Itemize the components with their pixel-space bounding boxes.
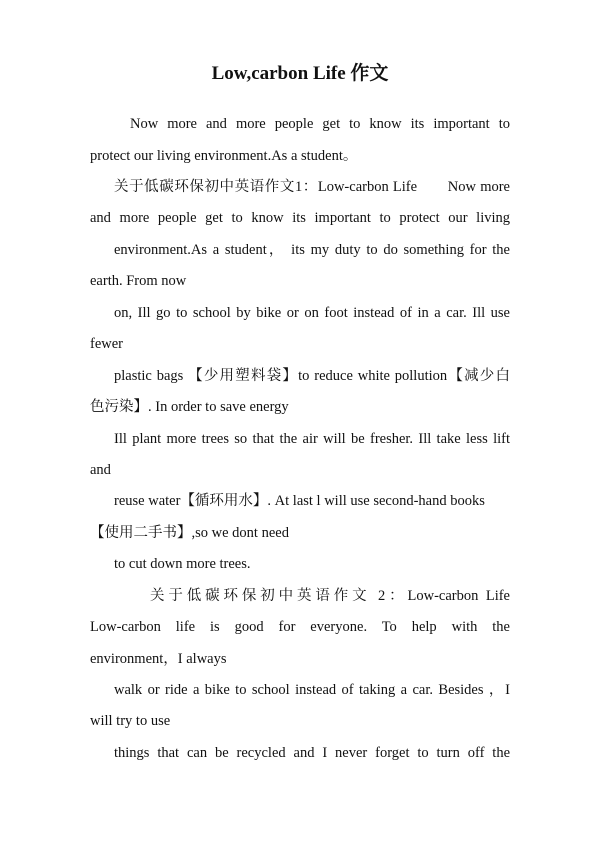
text-line: environment，I always: [90, 651, 227, 667]
text-line: and more people get to know its important to protect our living: [90, 210, 510, 226]
text-line: plastic bags 【少用塑料袋】to reduce white pollution【减少白: [114, 368, 510, 384]
text-line: will try to use: [90, 713, 171, 729]
text-line: things that can be recycled and I never forget to turn off the: [114, 745, 510, 761]
text-line: 关于低碳环保初中英语作文 2：Low-carbon Life: [150, 588, 510, 604]
text-line: 【使用二手书】,so we dont need: [90, 525, 289, 541]
text-line: reuse water【循环用水】. At last l will use second-hand books: [114, 493, 485, 509]
text-line: 色污染】. In order to save energy: [90, 399, 289, 415]
text-line: earth. From now: [90, 273, 187, 289]
document-title: Low,carbon Life 作文: [211, 63, 389, 84]
text-line: Ill plant more trees so that the air will be fresher. Ill take less lift: [114, 431, 510, 447]
text-line: fewer: [90, 336, 124, 352]
text-line: protect our living environment.As a student。: [90, 148, 358, 164]
text-line: walk or ride a bike to school instead of taking a car. Besides ，I: [114, 682, 510, 698]
text-line: on, Ill go to school by bike or on foot instead of in a car. Ill use: [114, 305, 510, 321]
text-line: environment.As a student， its my duty to do something for the: [114, 242, 510, 258]
text-line: 关于低碳环保初中英语作文1：Low-carbon Life Now more: [114, 179, 510, 195]
text-line: to cut down more trees.: [114, 556, 251, 572]
text-line: Low-carbon life is good for everyone. To help with the: [90, 619, 510, 635]
text-line: and: [90, 462, 111, 478]
text-line: Now more and more people get to know its important to: [130, 116, 510, 132]
